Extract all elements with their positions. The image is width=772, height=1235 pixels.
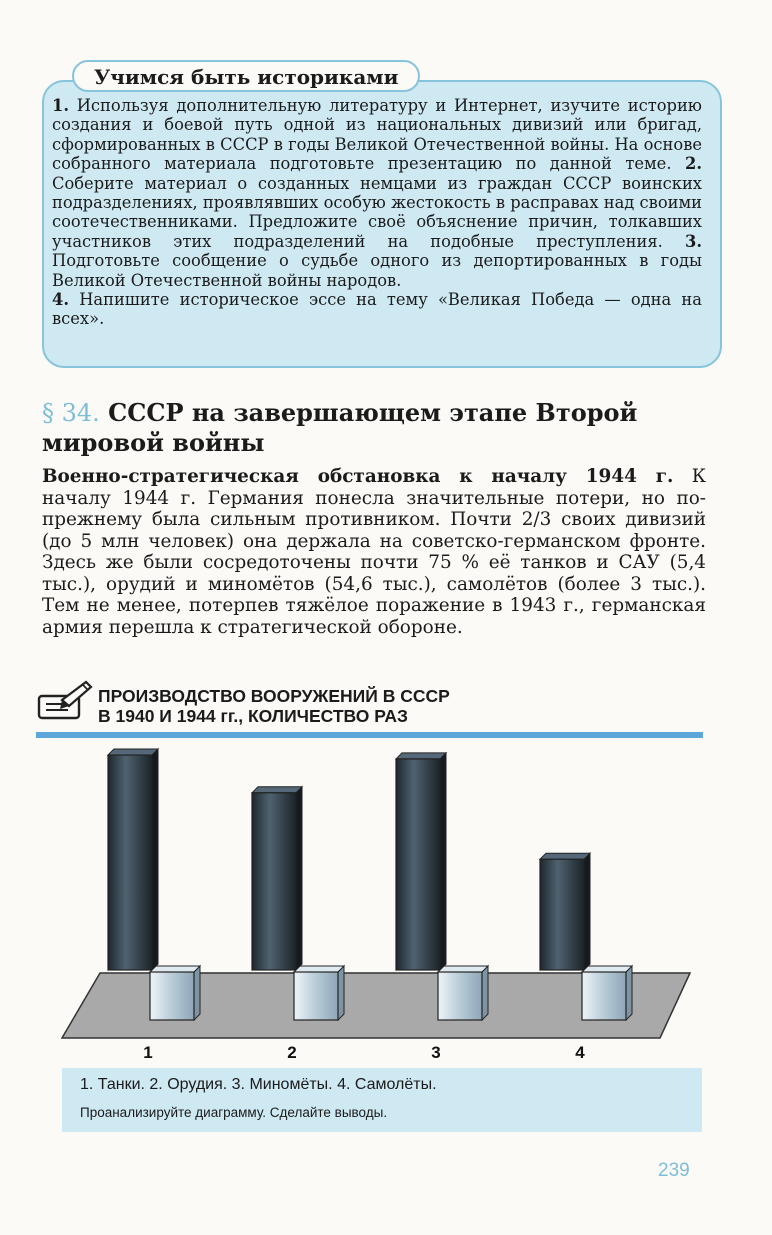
exercise-1-text: Используя дополнительную литературу и Интернет, изучите историю создания и боевой путь одной из национальных дивизий или бригад, сформированных в СССР в годы Великой Отечественной войны. На основе собранного материала подготовьте презентацию по данной теме. [52,96,702,174]
exercise-2-text: Соберите материал о созданных немцами из граждан СССР воинских подразделениях, проявлявших особую жестокость в расправах над своими соотечественниками. Предложите своё объяснение причин, толкавших участников этих подразделений на подобные преступления. [52,173,702,251]
chart-legend-text: 1. Танки. 2. Орудия. 3. Миномёты. 4. Самолёты. [80,1076,437,1093]
body-subheading: Военно-стратегическая обстановка к началу 1944 г. [42,466,674,487]
category-label-3: 3 [431,1043,441,1062]
writing-hand-icon [36,678,94,722]
exercise-3-number: 3. [685,231,702,251]
section-title: СССР на завершающем этапе Второй мировой войны [42,398,638,457]
bar-4-series-1 [540,853,590,970]
exercise-box-text [52,96,702,329]
exercise-3-text: Подготовьте сообщение о судьбе одного из депортированных в годы Великой Отечественной войны народов. [52,251,702,290]
exercise-box-title: Учимся быть историками [72,60,420,92]
exercise-4-text: Напишите историческое эссе на тему «Великая Победа — одна на всех». [52,290,702,329]
category-label-2: 2 [287,1043,297,1062]
section-number: § 34. [42,399,100,427]
body-text: К началу 1944 г. Германия понесла значительные потери, но по-прежнему была сильным противником. Почти 2/3 своих дивизий (до 5 млн человек) она держала на советско-германском фронте. Здесь же были сосредоточены почти 75 % её танков и САУ (5,4 тыс.), орудий и миномётов (54,6 тыс.), самолётов (более 3 тыс.). Тем не менее, потерпев тяжёлое поражение в 1943 г., германская армия перешла к стратегической обороне. [42,466,706,638]
chart-category-labels [143,1043,585,1062]
chart-caption [62,1068,702,1132]
chart-title-line-1: ПРОИЗВОДСТВО ВООРУЖЕНИЙ В СССР [98,686,450,706]
weapons-production-chart [0,738,772,1068]
bar-1-series-2 [150,966,200,1020]
exercise-1-number: 1. [52,96,69,115]
bar-3-series-2 [438,966,488,1020]
bar-4-series-2 [582,966,632,1020]
page-number: 239 [658,1160,690,1181]
chart-title [98,686,450,726]
bar-3-series-1 [396,753,446,970]
body-paragraph [42,466,706,638]
bar-1-series-1 [108,749,158,970]
exercise-2-number: 2. [685,154,702,174]
bar-2-series-1 [252,787,302,970]
section-heading [42,398,707,458]
bar-2-series-2 [294,966,344,1020]
exercise-4-number: 4. [52,290,69,310]
category-label-1: 1 [143,1043,153,1062]
chart-title-line-2: В 1940 И 1944 гг., КОЛИЧЕСТВО РАЗ [98,706,408,726]
chart-task-text: Проанализируйте диаграмму. Сделайте выводы. [80,1105,388,1120]
category-label-4: 4 [575,1043,585,1062]
